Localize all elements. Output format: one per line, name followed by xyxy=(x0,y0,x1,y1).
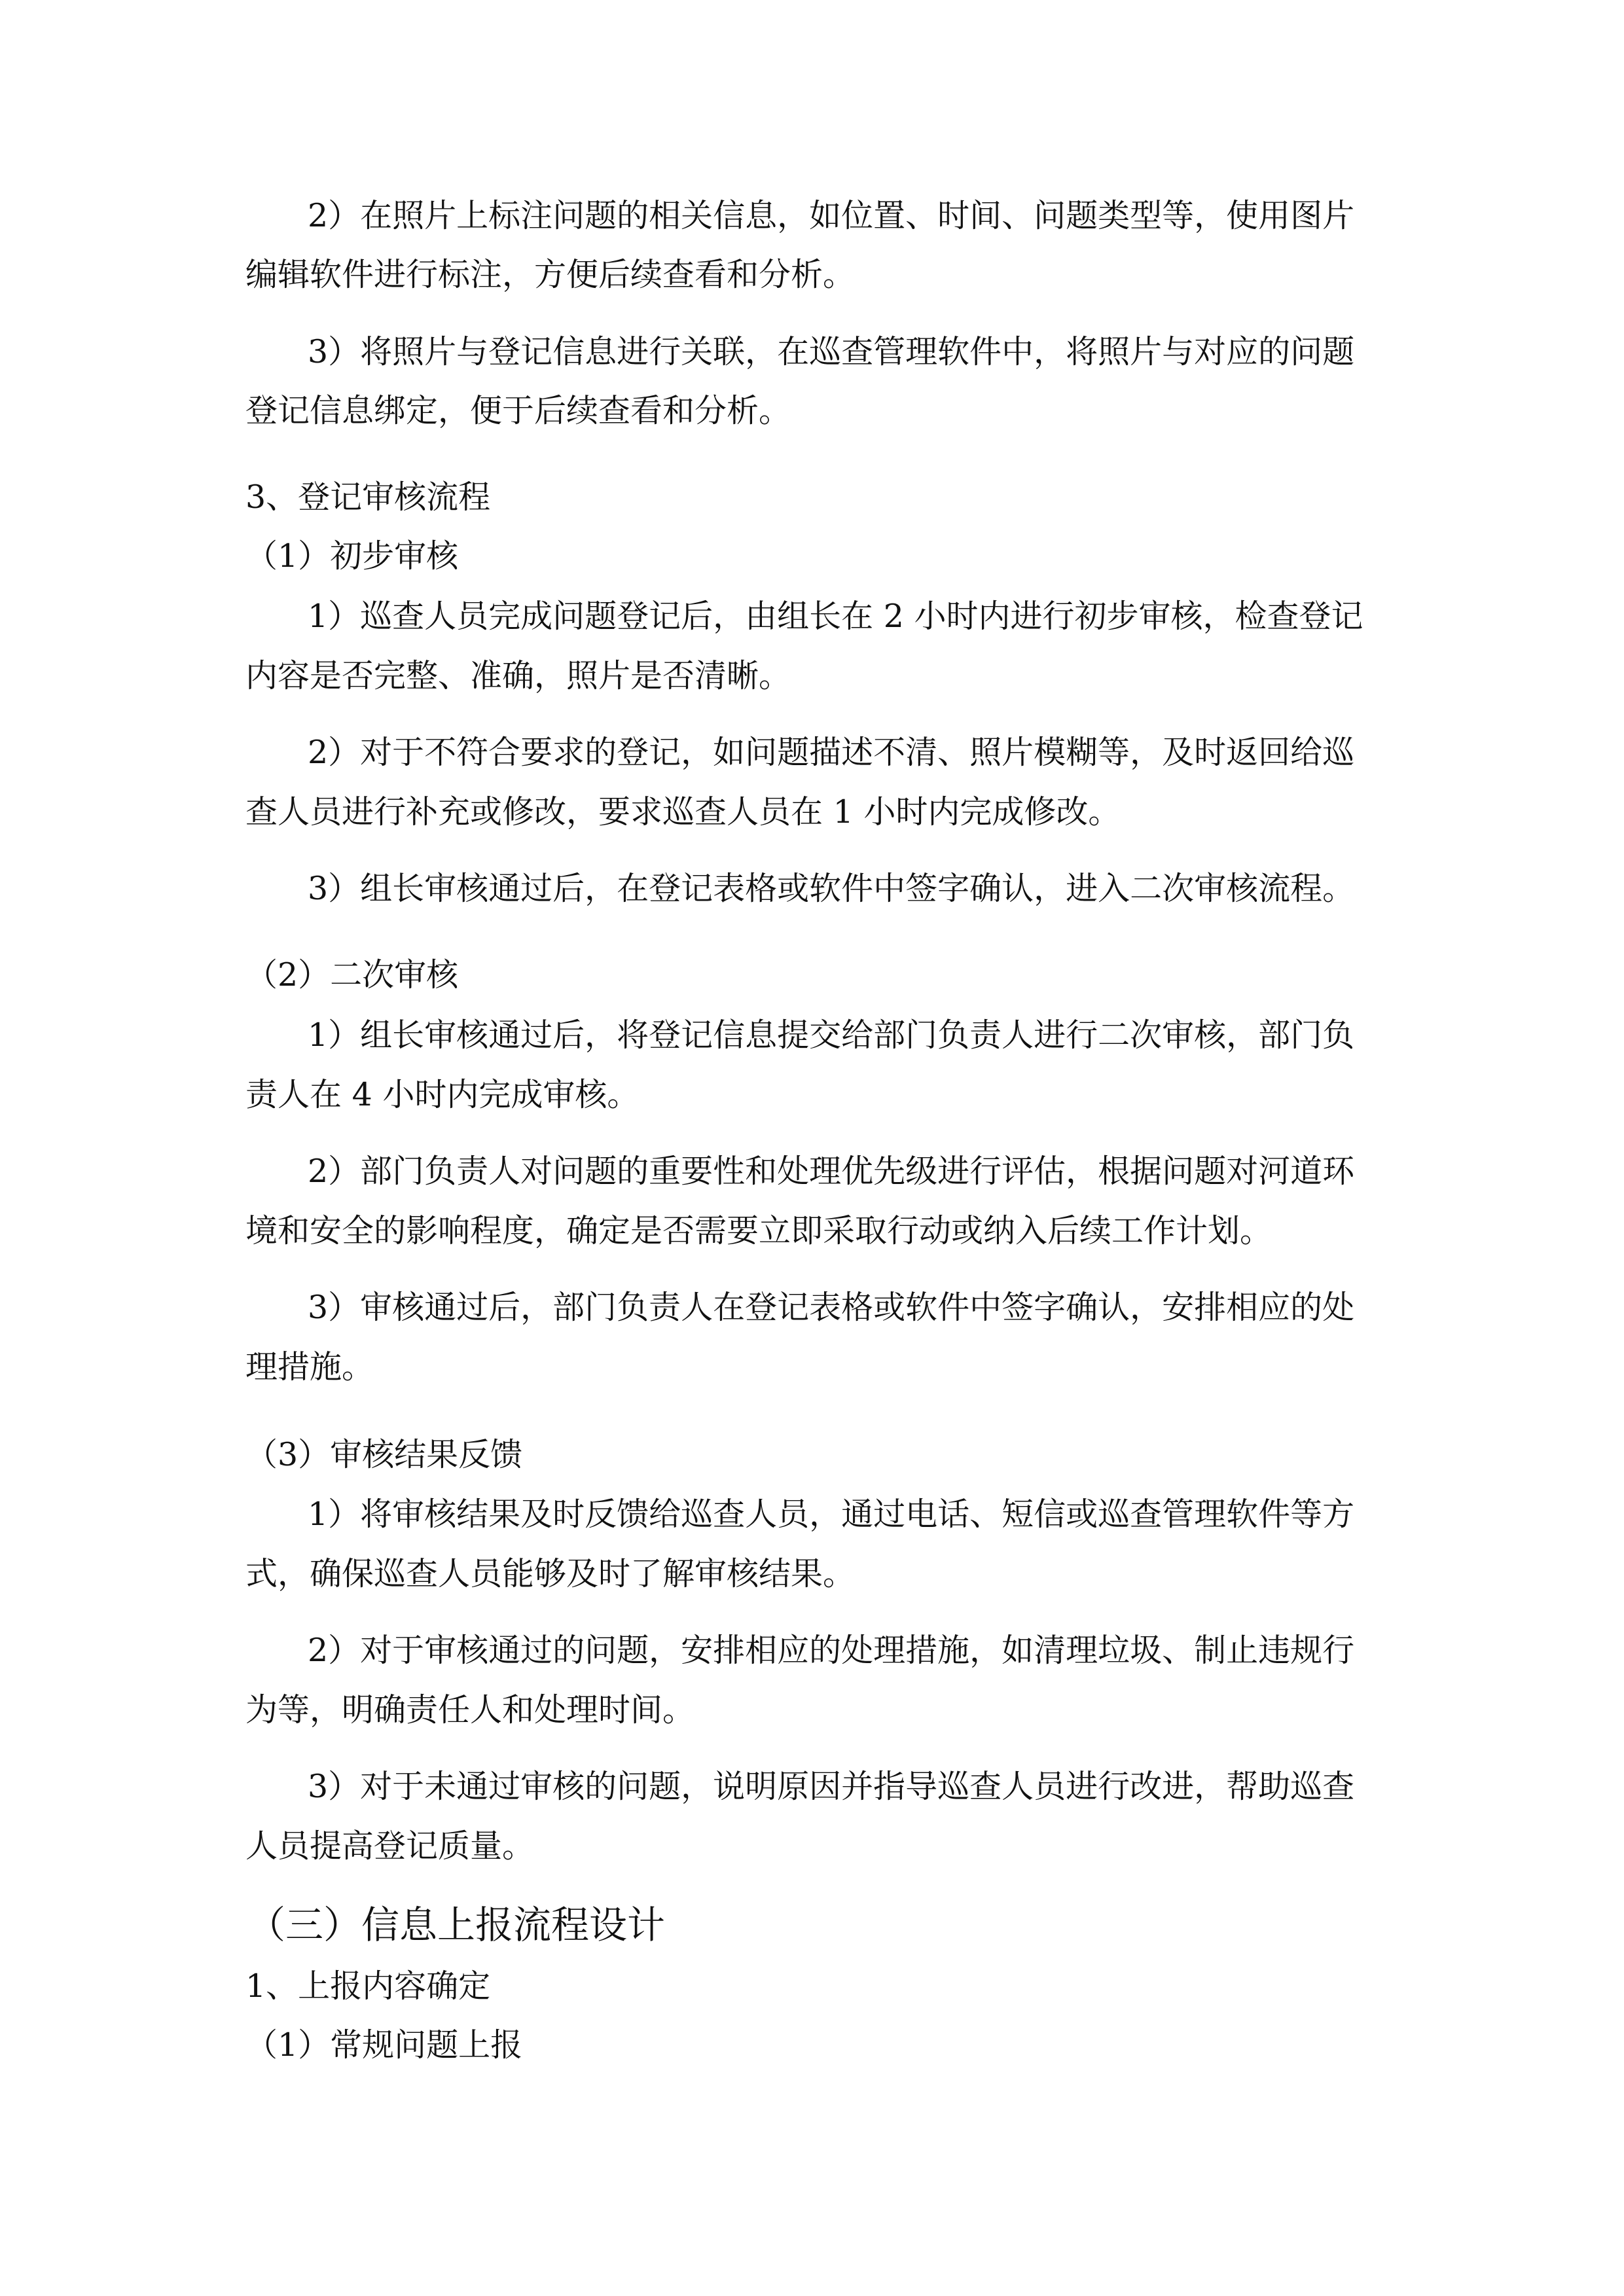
paragraph-line: 境和安全的影响程度，确定是否需要立即采取行动或纳入后续工作计划。 xyxy=(245,1212,1272,1249)
paragraph-line: 式，确保巡查人员能够及时了解审核结果。 xyxy=(245,1555,856,1592)
paragraph-line: 1）巡查人员完成问题登记后，由组长在 2 小时内进行初步审核，检查登记 xyxy=(308,598,1363,635)
paragraph-line: 1）组长审核通过后，将登记信息提交给部门负责人进行二次审核，部门负 xyxy=(308,1016,1355,1054)
paragraph-line: 责人在 4 小时内完成审核。 xyxy=(245,1076,640,1113)
paragraph-line: 编辑软件进行标注，方便后续查看和分析。 xyxy=(245,256,856,293)
paragraph-line: 3）将照片与登记信息进行关联，在巡查管理软件中，将照片与对应的问题 xyxy=(308,333,1355,370)
paragraph-line: 2）部门负责人对问题的重要性和处理优先级进行评估，根据问题对河道环 xyxy=(308,1153,1355,1190)
section-heading: 1、上报内容确定 xyxy=(245,1967,491,2005)
paragraph-line: 2）对于审核通过的问题，安排相应的处理措施，如清理垃圾、制止违规行 xyxy=(308,1632,1355,1669)
paragraph-line: 1）将审核结果及时反馈给巡查人员，通过电话、短信或巡查管理软件等方 xyxy=(308,1496,1355,1533)
paragraph-line: 为等，明确责任人和处理时间。 xyxy=(245,1691,695,1729)
paragraph-line: 登记信息绑定，便于后续查看和分析。 xyxy=(245,392,791,429)
paragraph-line: 2）对于不符合要求的登记，如问题描述不清、照片模糊等，及时返回给巡 xyxy=(308,734,1355,771)
subsection-heading: （1）初步审核 xyxy=(245,537,459,575)
paragraph-line: 3）组长审核通过后，在登记表格或软件中签字确认，进入二次审核流程。 xyxy=(308,870,1355,907)
paragraph-line: 查人员进行补充或修改，要求巡查人员在 1 小时内完成修改。 xyxy=(245,793,1121,831)
chapter-heading: （三）信息上报流程设计 xyxy=(247,1903,666,1947)
subsection-heading: （2）二次审核 xyxy=(245,956,459,994)
paragraph-line: 人员提高登记质量。 xyxy=(245,1827,535,1865)
paragraph-line: 3）对于未通过审核的问题，说明原因并指导巡查人员进行改进，帮助巡查 xyxy=(308,1768,1355,1805)
paragraph-line: 理措施。 xyxy=(245,1348,374,1386)
paragraph-line: 3）审核通过后，部门负责人在登记表格或软件中签字确认，安排相应的处 xyxy=(308,1289,1355,1326)
subsection-heading: （1）常规问题上报 xyxy=(245,2026,523,2064)
section-heading: 3、登记审核流程 xyxy=(245,478,491,516)
paragraph-line: 内容是否完整、准确，照片是否清晰。 xyxy=(245,657,791,694)
subsection-heading: （3）审核结果反馈 xyxy=(245,1436,523,1473)
paragraph-line: 2）在照片上标注问题的相关信息，如位置、时间、问题类型等，使用图片 xyxy=(308,197,1355,234)
